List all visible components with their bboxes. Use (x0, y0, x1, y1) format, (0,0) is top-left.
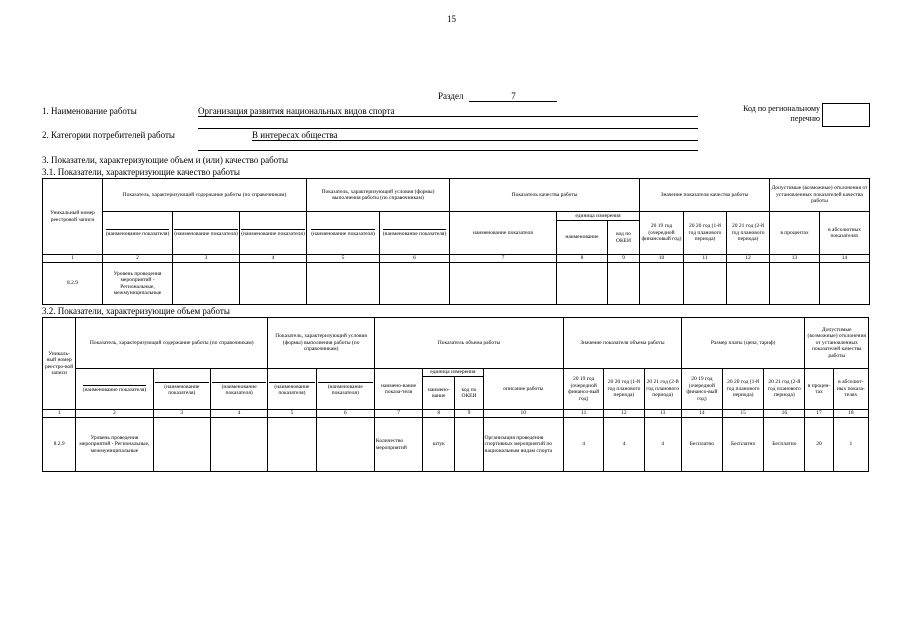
t2-row-dev-abs: 1 (833, 418, 868, 472)
t2-num: 16 (764, 410, 805, 418)
t1-num: 13 (770, 255, 820, 263)
t2-row-code: 8.2.9 (43, 418, 76, 472)
t1-num: 12 (727, 255, 770, 263)
t2-num: 3 (153, 410, 210, 418)
t2-num: 5 (268, 410, 316, 418)
t1-pct-head: в процентах (770, 212, 820, 255)
t2-row-content: Уровень проведения мероприятий - Региональные, межмуниципальные (76, 418, 153, 472)
t2-unique-header: Уникаль-ный номер реестро-вой записи (43, 318, 76, 410)
t2-data-row (43, 418, 869, 472)
t1-num: 4 (240, 255, 307, 263)
t2-num: 14 (681, 410, 722, 418)
t2-row-description: Организация проведения спортивных мероприятий по национальным видам спорта (483, 418, 564, 472)
t2-num: 10 (483, 410, 564, 418)
t2-row-fee1: Бесплатно (681, 418, 722, 472)
t2-c4-head: (наименование показателя) (210, 369, 267, 410)
t2-num: 17 (805, 410, 833, 418)
t2-num: 18 (833, 410, 868, 418)
t1-quality-values-header: Значение показателя качества работы (640, 179, 770, 212)
t2-num: 8 (423, 410, 455, 418)
t1-num: 6 (380, 255, 450, 263)
t2-row-value1: 4 (564, 418, 604, 472)
t1-c5-head: (наименование показателя) (307, 212, 380, 255)
quality-table (42, 178, 870, 305)
consumers-label: 2. Категории потребителей работы (42, 130, 175, 140)
registry-code-box (822, 103, 870, 127)
t1-num: 1 (43, 255, 103, 263)
t2-indicator-name-head: наимено-вание показа-теля (374, 369, 422, 410)
t1-c6-head: (наименование показателя) (380, 212, 450, 255)
section-heading (438, 91, 557, 102)
t2-year2-head: 20 20 год (1-й год планового периода) (604, 369, 644, 410)
t1-year2-head: 20 20 год (1-й год планового периода) (684, 212, 727, 255)
t2-row-unit: штук (423, 418, 455, 472)
t1-num: 9 (608, 255, 640, 263)
volume-table (42, 317, 869, 472)
t1-okei-head: код по ОКЕИ (608, 221, 640, 255)
t2-num: 9 (455, 410, 483, 418)
t2-num: 2 (76, 410, 153, 418)
t1-indicator-name-head: наименование показателя (450, 212, 557, 255)
t2-content-header: Показатель, характеризующий содержание работы (по справочникам) (76, 318, 268, 369)
t2-description-head: описание работы (483, 369, 564, 410)
t1-number-row (43, 255, 870, 263)
t1-unique-header: Уникальный номер реестровой записи (43, 179, 103, 255)
t1-year1-head: 20 19 год (очередной финансовый год) (640, 212, 684, 255)
work-name-label: 1. Наименование работы (42, 106, 137, 116)
t2-year3-head: 20 21 год (2-й год планового периода) (644, 369, 681, 410)
t2-okei-head: код по ОКЕИ (455, 377, 483, 410)
t1-num: 2 (103, 255, 173, 263)
quality-title: 3.1. Показатели, характеризующие качество работы (42, 167, 240, 177)
t2-c6-head: (наименование показателя) (316, 369, 374, 410)
t1-unit-head: единица измерения (557, 212, 640, 221)
t1-quality-header: Показатель качества работы (450, 179, 640, 212)
t2-number-row (43, 410, 869, 418)
t2-num: 13 (644, 410, 681, 418)
t2-row-value2: 4 (604, 418, 644, 472)
t2-fee2-head: 20 20 год (1-й год планового периода) (723, 369, 764, 410)
registry-code-label: Код по региональному перечню (743, 104, 820, 123)
t1-num: 5 (307, 255, 380, 263)
t1-num: 8 (557, 255, 608, 263)
t1-data-row (43, 263, 870, 305)
t1-c2-head: (наименование показателя) (103, 212, 173, 255)
t1-abs-head: в абсолютных показателях (820, 212, 870, 255)
t1-num: 3 (173, 255, 240, 263)
t2-num: 15 (723, 410, 764, 418)
page-number: 15 (447, 14, 456, 24)
t2-row-fee3: Бесплатно (764, 418, 805, 472)
t2-conditions-header: Показатель, характеризующий условия (формы) выполнения работы (по справочникам) (268, 318, 375, 369)
t2-row-indicator: Количество мероприятий (374, 418, 422, 472)
t2-fee-header: Размер платы (цена, тариф) (681, 318, 805, 369)
t2-row-value3: 4 (644, 418, 681, 472)
t1-year3-head: 20 21 год (2-й год планового периода) (727, 212, 770, 255)
t1-c3-head: (наименование показателя) (173, 212, 240, 255)
t2-num: 11 (564, 410, 604, 418)
t2-num: 6 (316, 410, 374, 418)
t2-fee3-head: 20 21 год (2-й год планового периода) (764, 369, 805, 410)
t1-num: 14 (820, 255, 870, 263)
t2-volume-values-header: Значение показателя объема работы (564, 318, 682, 369)
t1-num: 11 (684, 255, 727, 263)
t2-unit-head: единица измерения (423, 369, 483, 377)
t2-c5-head: (наименование показателя) (268, 369, 316, 410)
section-label: Раздел (438, 91, 464, 101)
t2-c3-head: (наименование показателя) (153, 369, 210, 410)
t2-num: 7 (374, 410, 422, 418)
t1-content-header: Показатель, характеризующий содержание работы (по справочникам) (103, 179, 307, 212)
t2-fee1-head: 20 19 год (очередной финансо-вый год) (681, 369, 722, 410)
volume-title: 3.2. Показатели, характеризующие объем работы (42, 306, 230, 316)
t2-num: 1 (43, 410, 76, 418)
consumers-value: В интересах общества (252, 130, 698, 141)
t2-pct-head: в процен-тах (805, 369, 833, 410)
t2-row-fee2: Бесплатно (723, 418, 764, 472)
t2-volume-header: Показатель объема работы (374, 318, 563, 369)
t2-deviations-header: Допустимые (возможные) отклонения от установленных показателей качества работы (805, 318, 869, 369)
t2-c2-head: (наименование показателя) (76, 369, 153, 410)
t2-year1-head: 20 19 год (очередной финансо-вый год) (564, 369, 604, 410)
work-name-line2 (198, 128, 698, 129)
t2-num: 12 (604, 410, 644, 418)
t2-num: 4 (210, 410, 267, 418)
t2-row-dev-pct: 20 (805, 418, 833, 472)
t1-c4-head: (наименование показателя) (240, 212, 307, 255)
consumers-line2 (198, 150, 698, 151)
t2-unit-name-head: наимено-вание (423, 377, 455, 410)
t1-conditions-header: Показатель, характеризующий условия (формы) выполнения работы (по справочникам) (307, 179, 450, 212)
t1-deviations-header: Допустимые (возможные) отклонения от установленных показателей качества работы (770, 179, 870, 212)
t1-row-code: 8.2.9 (43, 263, 103, 305)
work-name-value: Организация развития национальных видов спорта (198, 106, 698, 117)
indicators-title: 3. Показатели, характеризующие объем и (или) качество работы (42, 155, 289, 165)
t1-num: 7 (450, 255, 557, 263)
t1-num: 10 (640, 255, 684, 263)
t2-abs-head: в абсолют-ных показа-телях (833, 369, 868, 410)
t1-unit-name-head: наименование (557, 221, 608, 255)
section-value: 7 (469, 91, 557, 102)
t1-row-content: Уровень проведения мероприятий - Региональные, межмуниципальные (103, 263, 173, 305)
